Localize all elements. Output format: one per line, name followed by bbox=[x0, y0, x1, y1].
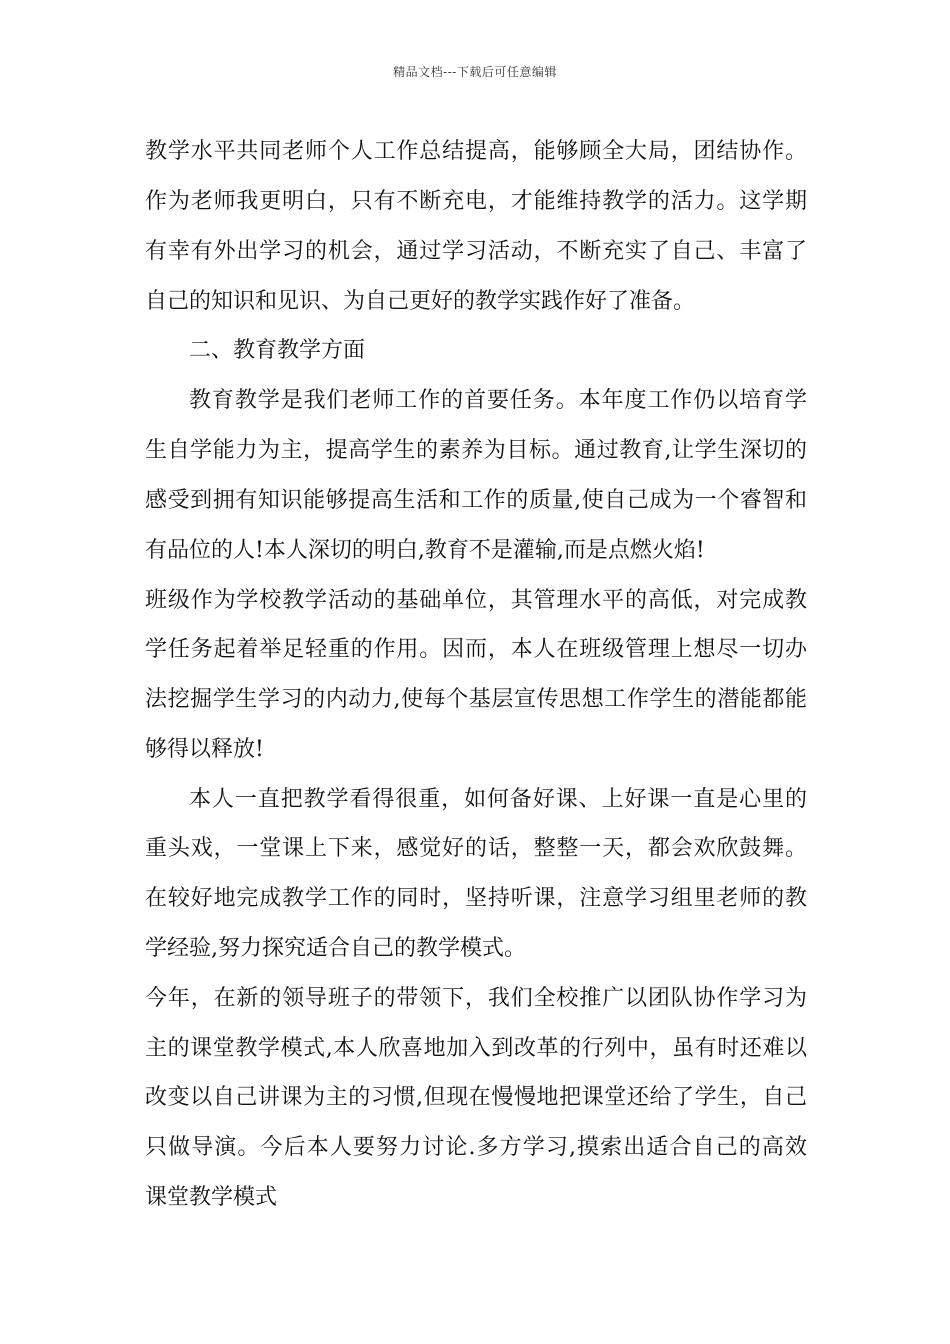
body-text-line: 感受到拥有知识能够提高生活和工作的质量,使自己成为一个睿智和 bbox=[145, 488, 807, 513]
body-text-line: 今年，在新的领导班子的带领下，我们全校推广以团队协作学习为 bbox=[145, 986, 807, 1011]
body-text-line: 够得以释放! bbox=[145, 737, 264, 762]
body-text-line: 改变以自己讲课为主的习惯,但现在慢慢地把课堂还给了学生，自己 bbox=[145, 1085, 807, 1110]
body-text-line: 教育教学是我们老师工作的首要任务。本年度工作仍以培育学 bbox=[189, 388, 807, 413]
body-text-line: 有品位的人!本人深切的明白,教育不是灌输,而是点燃火焰! bbox=[145, 538, 705, 563]
body-text-line: 法挖掘学生学习的内动力,使每个基层宣传思想工作学生的潜能都能 bbox=[145, 687, 807, 712]
body-text-line: 重头戏，一堂课上下来，感觉好的话，整整一天，都会欢欣鼓舞。 bbox=[145, 836, 807, 861]
body-text-line: 生自学能力为主，提高学生的素养为目标。通过教育,让学生深切的 bbox=[145, 438, 807, 463]
body-text-line: 自己的知识和见识、为自己更好的教学实践作好了准备。 bbox=[145, 289, 696, 314]
body-text-line: 班级作为学校教学活动的基础单位，其管理水平的高低，对完成教 bbox=[145, 588, 807, 613]
body-text-line: 学任务起着举足轻重的作用。因而，本人在班级管理上想尽一切办 bbox=[145, 637, 807, 662]
body-text-line: 学经验,努力探究适合自己的教学模式。 bbox=[145, 936, 526, 961]
body-text-line: 本人一直把教学看得很重，如何备好课、上好课一直是心里的 bbox=[189, 787, 807, 812]
body-text-line: 在较好地完成教学工作的同时，坚持听课，注意学习组里老师的教 bbox=[145, 886, 807, 911]
body-text-line: 主的课堂教学模式,本人欣喜地加入到改革的行列中，虽有时还难以 bbox=[145, 1036, 807, 1061]
body-text-line: 只做导演。今后本人要努力讨论.多方学习,摸索出适合自己的高效 bbox=[145, 1135, 807, 1160]
body-text-line: 有幸有外出学习的机会，通过学习活动，不断充实了自己、丰富了 bbox=[145, 239, 807, 264]
body-text-line: 课堂教学模式 bbox=[145, 1185, 278, 1210]
body-text-line: 作为老师我更明白，只有不断充电，才能维持教学的活力。这学期 bbox=[145, 189, 807, 214]
page-header: 精品文档---下载后可任意编辑 bbox=[393, 65, 557, 79]
section-heading: 二、教育教学方面 bbox=[189, 338, 366, 363]
body-text-line: 教学水平共同老师个人工作总结提高，能够顾全大局，团结协作。 bbox=[145, 139, 807, 164]
